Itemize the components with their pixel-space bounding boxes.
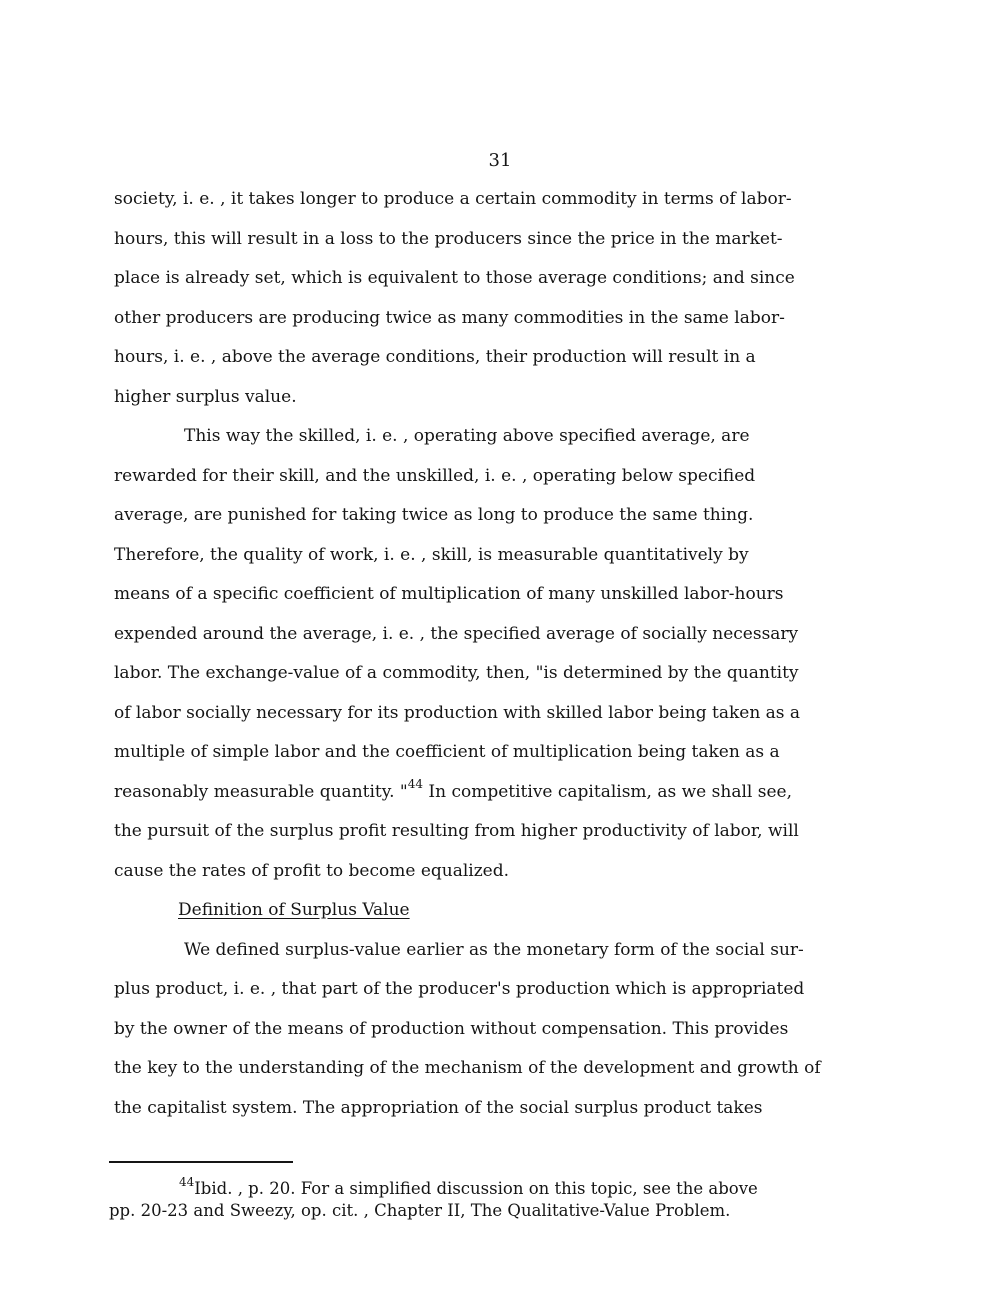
text-line: multiple of simple labor and the coefficient of multiplication being taken as a — [114, 742, 780, 762]
page-number: 31 — [488, 150, 512, 171]
text-line: cause the rates of profit to become equalized. — [114, 860, 510, 881]
footnote-text: Ibid. , p. 20. For a simplified discussion on this topic, see the above — [194, 1179, 758, 1198]
text-line: This way the skilled, i. e. , operating above specified average, are — [184, 426, 750, 446]
text-line: hours, i. e. , above the average conditions, their production will result in a — [114, 347, 756, 367]
text-line: rewarded for their skill, and the unskilled, i. e. , operating below specified — [114, 465, 756, 486]
text-line: society, i. e. , it takes longer to produce a certain commodity in terms of labor- — [114, 189, 792, 209]
text-line: of labor socially necessary for its production with skilled labor being taken as a — [114, 702, 801, 723]
text-line: means of a specific coefficient of multiplication of many unskilled labor-hours — [114, 584, 784, 604]
text-line-with-footnote-ref — [114, 773, 874, 813]
text-line: We defined surplus-value earlier as the monetary form of the social sur- — [184, 939, 804, 960]
text-fragment: In competitive capitalism, as we shall see, — [423, 781, 792, 802]
text-line: plus product, i. e. , that part of the producer's production which is appropriated — [114, 979, 805, 999]
body-text — [114, 180, 874, 1128]
text-fragment: reasonably measurable quantity. " — [114, 781, 408, 802]
text-line: other producers are producing twice as many commodities in the same labor- — [114, 307, 785, 328]
text-line: Therefore, the quality of work, i. e. , skill, is measurable quantitatively by — [114, 544, 749, 565]
text-line: place is already set, which is equivalent to those average conditions; and since — [114, 268, 795, 288]
text-line: labor. The exchange-value of a commodity, then, "is determined by the quantity — [114, 663, 799, 683]
footnote — [109, 1174, 758, 1222]
text-line: hours, this will result in a loss to the producers since the price in the market- — [114, 228, 783, 249]
text-line: the pursuit of the surplus profit resulting from higher productivity of labor, will — [114, 821, 799, 841]
text-line: the capitalist system. The appropriation of the social surplus product takes — [114, 1097, 763, 1118]
text-line: the key to the understanding of the mechanism of the development and growth of — [114, 1058, 821, 1078]
footnote-marker: 44 — [179, 1174, 195, 1189]
footnote-line: pp. 20-23 and Sweezy, op. cit. , Chapter II, The Qualitative-Value Problem. — [109, 1201, 731, 1220]
section-heading: Definition of Surplus Value — [178, 900, 410, 920]
text-line: higher surplus value. — [114, 386, 297, 407]
footnote-divider — [109, 1161, 293, 1163]
footnote-line — [109, 1174, 758, 1200]
text-line: average, are punished for taking twice as long to produce the same thing. — [114, 505, 754, 525]
footnote-reference: 44 — [407, 776, 423, 791]
text-line: by the owner of the means of production without compensation. This provides — [114, 1018, 789, 1039]
text-line: expended around the average, i. e. , the specified average of socially necessary — [114, 623, 799, 644]
